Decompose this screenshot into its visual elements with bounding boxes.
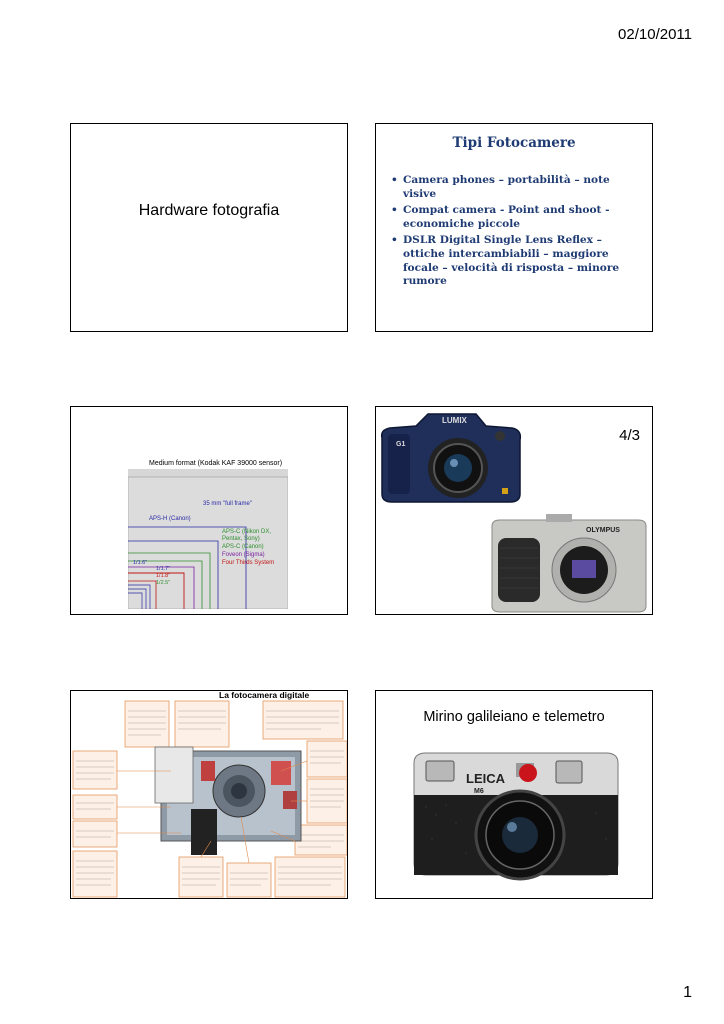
label-foveon: Foveon (Sigma) — [222, 552, 265, 558]
slide-5 — [70, 690, 348, 899]
leica-brand-text: LEICA — [466, 771, 505, 786]
label-four-thirds: Four Thirds System — [222, 560, 275, 566]
slide-3 — [70, 406, 348, 615]
bullet-item: • DSLR Digital Single Lens Reflex – ottiche intercambiabili – maggiore focale – velocità di risposta – minore rumore — [390, 234, 642, 288]
slide-2-title: Tipi Fotocamere — [452, 135, 576, 151]
label-1-1-8: 1/1.8" — [156, 573, 171, 579]
label-1-2-5: 1/2.5" — [156, 580, 171, 586]
slide-6 — [375, 690, 653, 899]
slide-2 — [375, 123, 653, 332]
sensor-diagram-title: Medium format (Kodak KAF 39000 sensor) — [149, 460, 283, 467]
slide-4-label: 4/3 — [619, 427, 640, 444]
lumix-camera-image — [376, 408, 528, 508]
slide-2-bullet-list — [390, 174, 642, 292]
label-1-1-7: 1/1.7" — [156, 566, 171, 572]
olympus-camera-image — [486, 512, 652, 614]
slide-1 — [70, 123, 348, 332]
label-apsc-canon: APS-C (Canon) — [222, 544, 264, 550]
slide-1-title: Hardware fotografia — [138, 202, 280, 219]
label-aps-h: APS-H (Canon) — [149, 516, 191, 522]
label-apsc-nikon: APS-C (Nikon DX, Pentax, Sony) — [222, 529, 272, 542]
label-full-frame: 35 mm "full frame" — [203, 501, 252, 507]
bullet-item: • Compat camera - Point and shoot - economiche piccole — [390, 204, 642, 231]
camera-infographic — [71, 691, 348, 899]
infographic-title: La fotocamera digitale — [219, 690, 310, 700]
leica-camera-image — [406, 743, 626, 893]
leica-model-text: M6 — [474, 788, 484, 795]
lumix-brand-text: LUMIX — [442, 416, 467, 425]
olympus-brand-text: OLYMPUS — [586, 527, 620, 534]
lumix-model-text: G1 — [396, 441, 406, 448]
page-date: 02/10/2011 — [618, 26, 692, 43]
slide-6-title: Mirino galileiano e telemetro — [423, 709, 605, 725]
label-1-1-6: 1/1.6" — [133, 560, 148, 566]
bullet-item: • Camera phones – portabilità – note visive — [390, 174, 642, 201]
page-number: 1 — [683, 984, 692, 1001]
